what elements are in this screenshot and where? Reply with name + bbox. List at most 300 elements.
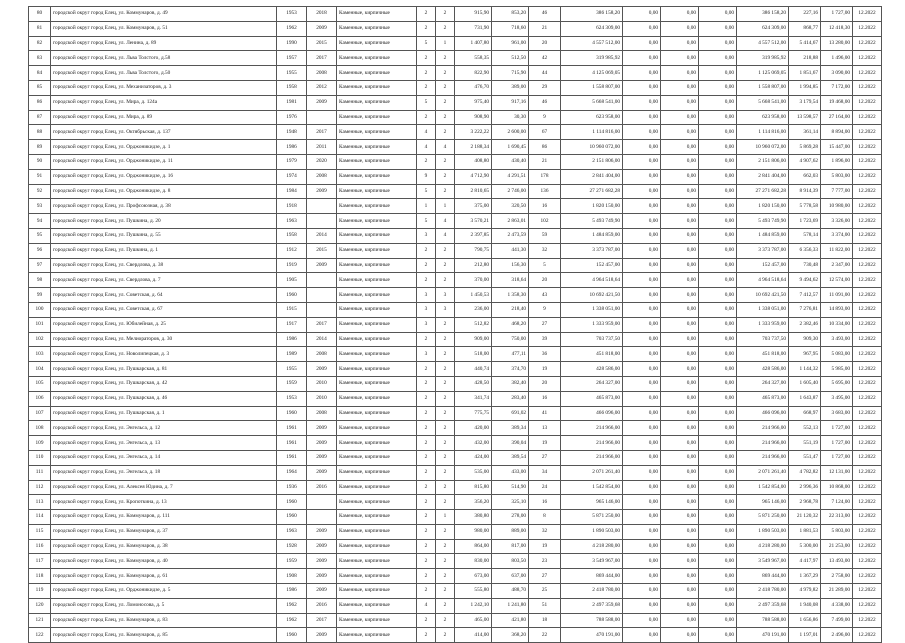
year-built-cell: 1962 [277, 613, 307, 628]
table-row [29, 199, 882, 214]
limit-per-sqm-cell: 11 822,00 [821, 243, 853, 258]
row-number-cell: 84 [29, 66, 51, 81]
floors-cell: 2 [417, 510, 436, 525]
residents-cell: 39 [529, 332, 561, 347]
floors-cell: 2 [417, 421, 436, 436]
region-cost-cell: 0,00 [661, 406, 699, 421]
table-row [29, 125, 882, 140]
floors-cell: 1 [417, 199, 436, 214]
local-cost-cell: 0,00 [699, 406, 737, 421]
fund-cost-cell: 0,00 [623, 169, 661, 184]
local-cost-cell: 0,00 [699, 184, 737, 199]
address-cell: городской округ город Елец, ул. Мира, д. 89 [51, 110, 277, 125]
year-renovated-cell: 2017 [307, 51, 337, 66]
fund-cost-cell: 0,00 [623, 391, 661, 406]
total-cost-cell: 2 418 780,00 [561, 584, 623, 599]
cost-per-sqm-cell: 21 120,32 [789, 510, 821, 525]
total-area-cell: 414,00 [455, 628, 492, 643]
limit-per-sqm-cell: 13 280,00 [821, 36, 853, 51]
year-renovated-cell: 2010 [307, 376, 337, 391]
local-cost-cell: 0,00 [699, 436, 737, 451]
year-built-cell: 1908 [277, 569, 307, 584]
deadline-cell: 12.2022 [853, 80, 882, 95]
entrances-cell: 4 [436, 228, 455, 243]
year-renovated-cell: 2009 [307, 421, 337, 436]
limit-per-sqm-cell: 10 868,00 [821, 480, 853, 495]
year-built-cell: 1957 [277, 51, 307, 66]
row-number-cell: 116 [29, 539, 51, 554]
year-renovated-cell: 2009 [307, 21, 337, 36]
owners-cost-cell: 5 493 749,90 [737, 214, 789, 229]
deadline-cell: 12.2022 [853, 288, 882, 303]
entrances-cell: 2 [436, 154, 455, 169]
total-area-cell: 535,00 [455, 465, 492, 480]
local-cost-cell: 0,00 [699, 554, 737, 569]
cost-per-sqm-cell: 7 412,57 [789, 288, 821, 303]
row-number-cell: 122 [29, 628, 51, 643]
living-area-cell: 278,00 [492, 510, 529, 525]
address-cell: городской округ город Елец, ул. Коммунаров, д. 83 [51, 613, 277, 628]
cost-per-sqm-cell: 2 382,46 [789, 317, 821, 332]
total-area-cell: 408,80 [455, 154, 492, 169]
table-row [29, 51, 882, 66]
year-built-cell: 1958 [277, 80, 307, 95]
deadline-cell: 12.2022 [853, 95, 882, 110]
floors-cell: 4 [417, 140, 436, 155]
region-cost-cell: 0,00 [661, 569, 699, 584]
year-built-cell: 1960 [277, 628, 307, 643]
region-cost-cell: 0,00 [661, 66, 699, 81]
wall-material-cell: Каменные, кирпичные [337, 510, 417, 525]
address-cell: городской округ город Елец, ул. Пушкарская, д. 1 [51, 406, 277, 421]
residents-cell: 5 [529, 258, 561, 273]
address-cell: городской округ город Елец, ул. Свердлова, д. 38 [51, 258, 277, 273]
total-cost-cell: 264 327,00 [561, 376, 623, 391]
row-number-cell: 108 [29, 421, 51, 436]
total-area-cell: 512,82 [455, 317, 492, 332]
year-built-cell: 1959 [277, 554, 307, 569]
total-area-cell: 775,75 [455, 406, 492, 421]
year-built-cell: 1964 [277, 465, 307, 480]
year-renovated-cell: 2014 [307, 332, 337, 347]
region-cost-cell: 0,00 [661, 362, 699, 377]
address-cell: городской округ город Елец, ул. Коммунаров, д. 49 [51, 7, 277, 22]
limit-per-sqm-cell: 3 374,00 [821, 228, 853, 243]
fund-cost-cell: 0,00 [623, 288, 661, 303]
row-number-cell: 87 [29, 110, 51, 125]
fund-cost-cell: 0,00 [623, 125, 661, 140]
row-number-cell: 121 [29, 613, 51, 628]
deadline-cell: 12.2022 [853, 199, 882, 214]
year-renovated-cell: 2008 [307, 406, 337, 421]
wall-material-cell: Каменные, кирпичные [337, 110, 417, 125]
table-row [29, 273, 882, 288]
total-area-cell: 420,00 [455, 421, 492, 436]
cost-per-sqm-cell: 8 914,39 [789, 184, 821, 199]
total-area-cell: 790,75 [455, 243, 492, 258]
local-cost-cell: 0,00 [699, 228, 737, 243]
wall-material-cell: Каменные, кирпичные [337, 465, 417, 480]
year-built-cell: 1963 [277, 214, 307, 229]
total-cost-cell: 451 818,00 [561, 347, 623, 362]
total-cost-cell: 624 309,00 [561, 21, 623, 36]
table-row [29, 598, 882, 613]
table-row [29, 391, 882, 406]
total-cost-cell: 2 151 806,00 [561, 154, 623, 169]
entrances-cell: 4 [436, 214, 455, 229]
total-area-cell: 2 397,85 [455, 228, 492, 243]
limit-per-sqm-cell: 27 164,00 [821, 110, 853, 125]
row-number-cell: 119 [29, 584, 51, 599]
living-area-cell: 218,40 [492, 302, 529, 317]
entrances-cell: 2 [436, 450, 455, 465]
table-row [29, 317, 882, 332]
row-number-cell: 98 [29, 273, 51, 288]
living-area-cell: 368,20 [492, 628, 529, 643]
row-number-cell: 101 [29, 317, 51, 332]
wall-material-cell: Каменные, кирпичные [337, 569, 417, 584]
year-built-cell: 1984 [277, 184, 307, 199]
wall-material-cell: Каменные, кирпичные [337, 66, 417, 81]
residents-cell: 59 [529, 228, 561, 243]
total-cost-cell: 965 146,00 [561, 495, 623, 510]
year-renovated-cell: 2009 [307, 584, 337, 599]
limit-per-sqm-cell: 3 090,00 [821, 66, 853, 81]
entrances-cell: 2 [436, 569, 455, 584]
total-area-cell: 731,90 [455, 21, 492, 36]
floors-cell: 2 [417, 80, 436, 95]
total-cost-cell: 1 333 959,00 [561, 317, 623, 332]
total-cost-cell: 152 457,00 [561, 258, 623, 273]
living-area-cell: 1 241,80 [492, 598, 529, 613]
local-cost-cell: 0,00 [699, 243, 737, 258]
deadline-cell: 12.2022 [853, 347, 882, 362]
owners-cost-cell: 2 151 806,00 [737, 154, 789, 169]
fund-cost-cell: 0,00 [623, 613, 661, 628]
region-cost-cell: 0,00 [661, 228, 699, 243]
table-row [29, 95, 882, 110]
local-cost-cell: 0,00 [699, 362, 737, 377]
entrances-cell: 2 [436, 421, 455, 436]
total-cost-cell: 3 373 787,00 [561, 243, 623, 258]
total-area-cell: 558,35 [455, 51, 492, 66]
total-area-cell: 356,20 [455, 495, 492, 510]
year-built-cell: 1960 [277, 495, 307, 510]
fund-cost-cell: 0,00 [623, 228, 661, 243]
local-cost-cell: 0,00 [699, 628, 737, 643]
table-row [29, 406, 882, 421]
local-cost-cell: 0,00 [699, 598, 737, 613]
table-row [29, 258, 882, 273]
region-cost-cell: 0,00 [661, 140, 699, 155]
total-cost-cell: 214 966,00 [561, 436, 623, 451]
address-cell: городской округ город Елец, ул. Льва Толстого, д.58 [51, 51, 277, 66]
floors-cell: 2 [417, 480, 436, 495]
limit-per-sqm-cell: 1 896,00 [821, 154, 853, 169]
floors-cell: 2 [417, 584, 436, 599]
fund-cost-cell: 0,00 [623, 184, 661, 199]
residents-cell: 86 [529, 140, 561, 155]
deadline-cell: 12.2022 [853, 524, 882, 539]
year-renovated-cell: 2008 [307, 169, 337, 184]
year-renovated-cell: 2017 [307, 613, 337, 628]
address-cell: городской округ город Елец, ул. Профсоюзная, д. 38 [51, 199, 277, 214]
wall-material-cell: Каменные, кирпичные [337, 480, 417, 495]
wall-material-cell: Каменные, кирпичные [337, 51, 417, 66]
total-cost-cell: 10 960 072,00 [561, 140, 623, 155]
total-cost-cell: 27 271 682,28 [561, 184, 623, 199]
wall-material-cell: Каменные, кирпичные [337, 332, 417, 347]
wall-material-cell: Каменные, кирпичные [337, 347, 417, 362]
wall-material-cell: Каменные, кирпичные [337, 258, 417, 273]
living-area-cell: 691,02 [492, 406, 529, 421]
row-number-cell: 82 [29, 36, 51, 51]
owners-cost-cell: 451 818,00 [737, 347, 789, 362]
row-number-cell: 85 [29, 80, 51, 95]
local-cost-cell: 0,00 [699, 613, 737, 628]
year-built-cell: 1960 [277, 288, 307, 303]
region-cost-cell: 0,00 [661, 510, 699, 525]
cost-per-sqm-cell: 5 414,67 [789, 36, 821, 51]
residents-cell: 18 [529, 613, 561, 628]
year-renovated-cell [307, 302, 337, 317]
total-cost-cell: 703 737,50 [561, 332, 623, 347]
total-cost-cell: 470 191,00 [561, 628, 623, 643]
limit-per-sqm-cell: 8 894,00 [821, 125, 853, 140]
floors-cell: 2 [417, 539, 436, 554]
deadline-cell: 12.2022 [853, 302, 882, 317]
residents-cell: 29 [529, 80, 561, 95]
row-number-cell: 90 [29, 154, 51, 169]
region-cost-cell: 0,00 [661, 584, 699, 599]
year-renovated-cell: 2009 [307, 465, 337, 480]
cost-per-sqm-cell: 9 494,62 [789, 273, 821, 288]
fund-cost-cell: 0,00 [623, 569, 661, 584]
year-built-cell: 1915 [277, 302, 307, 317]
deadline-cell: 12.2022 [853, 436, 882, 451]
cost-per-sqm-cell: 578,14 [789, 228, 821, 243]
entrances-cell: 2 [436, 80, 455, 95]
table-row [29, 613, 882, 628]
residents-cell: 24 [529, 480, 561, 495]
cost-per-sqm-cell: 551,47 [789, 450, 821, 465]
total-cost-cell: 4 218 280,00 [561, 539, 623, 554]
floors-cell: 2 [417, 51, 436, 66]
floors-cell: 2 [417, 21, 436, 36]
year-built-cell: 1936 [277, 480, 307, 495]
table-row [29, 332, 882, 347]
residents-cell: 23 [529, 554, 561, 569]
address-cell: городской округ город Елец, ул. Энгельса, д. 14 [51, 450, 277, 465]
total-cost-cell: 623 958,00 [561, 110, 623, 125]
total-cost-cell: 1 890 503,00 [561, 524, 623, 539]
row-number-cell: 99 [29, 288, 51, 303]
owners-cost-cell: 1 820 150,00 [737, 199, 789, 214]
row-number-cell: 81 [29, 21, 51, 36]
row-number-cell: 89 [29, 140, 51, 155]
total-area-cell: 1 242,10 [455, 598, 492, 613]
residents-cell: 20 [529, 376, 561, 391]
deadline-cell: 12.2022 [853, 273, 882, 288]
row-number-cell: 97 [29, 258, 51, 273]
total-cost-cell: 2 071 261,40 [561, 465, 623, 480]
deadline-cell: 12.2022 [853, 214, 882, 229]
limit-per-sqm-cell: 1 727,00 [821, 450, 853, 465]
address-cell: городской округ город Елец, ул. Юбилейная, д. 25 [51, 317, 277, 332]
row-number-cell: 96 [29, 243, 51, 258]
cost-per-sqm-cell: 551,19 [789, 436, 821, 451]
floors-cell: 3 [417, 317, 436, 332]
local-cost-cell: 0,00 [699, 154, 737, 169]
region-cost-cell: 0,00 [661, 598, 699, 613]
residents-cell: 32 [529, 243, 561, 258]
region-cost-cell: 0,00 [661, 214, 699, 229]
local-cost-cell: 0,00 [699, 66, 737, 81]
floors-cell: 2 [417, 465, 436, 480]
year-built-cell: 1990 [277, 36, 307, 51]
year-built-cell: 1974 [277, 169, 307, 184]
living-area-cell: 325,10 [492, 495, 529, 510]
entrances-cell: 2 [436, 495, 455, 510]
entrances-cell: 2 [436, 376, 455, 391]
living-area-cell: 2 600,00 [492, 125, 529, 140]
total-area-cell: 370,00 [455, 273, 492, 288]
fund-cost-cell: 0,00 [623, 21, 661, 36]
address-cell: городской округ город Елец, ул. Пушкарская, д. 46 [51, 391, 277, 406]
year-renovated-cell: 2017 [307, 317, 337, 332]
cost-per-sqm-cell: 1 605,40 [789, 376, 821, 391]
floors-cell: 2 [417, 406, 436, 421]
residents-cell: 21 [529, 154, 561, 169]
entrances-cell: 2 [436, 465, 455, 480]
living-area-cell: 2 473,59 [492, 228, 529, 243]
owners-cost-cell: 3 373 787,00 [737, 243, 789, 258]
living-area-cell: 477,11 [492, 347, 529, 362]
wall-material-cell: Каменные, кирпичные [337, 125, 417, 140]
local-cost-cell: 0,00 [699, 317, 737, 332]
deadline-cell: 12.2022 [853, 7, 882, 22]
cost-per-sqm-cell: 5 869,28 [789, 140, 821, 155]
wall-material-cell: Каменные, кирпичные [337, 436, 417, 451]
year-renovated-cell: 2015 [307, 36, 337, 51]
owners-cost-cell: 965 146,00 [737, 495, 789, 510]
region-cost-cell: 0,00 [661, 628, 699, 643]
address-cell: городской округ город Елец, ул. Новолипецкая, д. 3 [51, 347, 277, 362]
region-cost-cell: 0,00 [661, 243, 699, 258]
living-area-cell: 374,70 [492, 362, 529, 377]
residents-cell: 36 [529, 347, 561, 362]
living-area-cell: 2 746,00 [492, 184, 529, 199]
fund-cost-cell: 0,00 [623, 628, 661, 643]
owners-cost-cell: 386 158,20 [737, 7, 789, 22]
total-area-cell: 864,00 [455, 539, 492, 554]
deadline-cell: 12.2022 [853, 125, 882, 140]
total-cost-cell: 1 542 854,00 [561, 480, 623, 495]
region-cost-cell: 0,00 [661, 554, 699, 569]
region-cost-cell: 0,00 [661, 80, 699, 95]
owners-cost-cell: 1 125 069,05 [737, 66, 789, 81]
wall-material-cell: Каменные, кирпичные [337, 169, 417, 184]
wall-material-cell: Каменные, кирпичные [337, 421, 417, 436]
floors-cell: 4 [417, 598, 436, 613]
wall-material-cell: Каменные, кирпичные [337, 273, 417, 288]
year-built-cell: 1960 [277, 406, 307, 421]
row-number-cell: 100 [29, 302, 51, 317]
address-cell: городской округ город Елец, ул. Энгельса, д. 12 [51, 421, 277, 436]
limit-per-sqm-cell: 5 083,00 [821, 347, 853, 362]
region-cost-cell: 0,00 [661, 347, 699, 362]
year-built-cell: 1960 [277, 510, 307, 525]
region-cost-cell: 0,00 [661, 21, 699, 36]
region-cost-cell: 0,00 [661, 539, 699, 554]
deadline-cell: 12.2022 [853, 66, 882, 81]
local-cost-cell: 0,00 [699, 539, 737, 554]
region-cost-cell: 0,00 [661, 421, 699, 436]
floors-cell: 2 [417, 569, 436, 584]
deadline-cell: 12.2022 [853, 554, 882, 569]
limit-per-sqm-cell: 5 803,00 [821, 169, 853, 184]
cost-per-sqm-cell: 5 300,00 [789, 539, 821, 554]
entrances-cell: 2 [436, 21, 455, 36]
deadline-cell: 12.2022 [853, 539, 882, 554]
deadline-cell: 12.2022 [853, 376, 882, 391]
table-row [29, 495, 882, 510]
address-cell: городской округ город Елец, ул. Пушкарская, д. 81 [51, 362, 277, 377]
cost-per-sqm-cell: 1 723,69 [789, 214, 821, 229]
wall-material-cell: Каменные, кирпичные [337, 184, 417, 199]
total-area-cell: 815,80 [455, 480, 492, 495]
region-cost-cell: 0,00 [661, 302, 699, 317]
fund-cost-cell: 0,00 [623, 465, 661, 480]
residents-cell: 22 [529, 628, 561, 643]
living-area-cell: 514,90 [492, 480, 529, 495]
cost-per-sqm-cell: 1 994,85 [789, 80, 821, 95]
floors-cell: 3 [417, 347, 436, 362]
cost-per-sqm-cell: 1 367,29 [789, 569, 821, 584]
total-cost-cell: 214 966,00 [561, 450, 623, 465]
owners-cost-cell: 869 444,00 [737, 569, 789, 584]
deadline-cell: 12.2022 [853, 421, 882, 436]
table-row [29, 36, 882, 51]
row-number-cell: 112 [29, 480, 51, 495]
address-cell: городской округ город Елец, ул. Коммунаров, д. 61 [51, 569, 277, 584]
year-renovated-cell: 2012 [307, 80, 337, 95]
deadline-cell: 12.2022 [853, 450, 882, 465]
limit-per-sqm-cell: 7 499,00 [821, 613, 853, 628]
owners-cost-cell: 624 309,00 [737, 21, 789, 36]
fund-cost-cell: 0,00 [623, 66, 661, 81]
total-area-cell: 909,00 [455, 332, 492, 347]
local-cost-cell: 0,00 [699, 450, 737, 465]
wall-material-cell: Каменные, кирпичные [337, 7, 417, 22]
cost-per-sqm-cell: 668,97 [789, 406, 821, 421]
fund-cost-cell: 0,00 [623, 347, 661, 362]
total-cost-cell: 465 873,00 [561, 391, 623, 406]
floors-cell: 5 [417, 36, 436, 51]
year-renovated-cell: 2009 [307, 95, 337, 110]
floors-cell: 9 [417, 169, 436, 184]
deadline-cell: 12.2022 [853, 184, 882, 199]
total-area-cell: 3 570,21 [455, 214, 492, 229]
total-cost-cell: 2 497 359,68 [561, 598, 623, 613]
fund-cost-cell: 0,00 [623, 598, 661, 613]
residents-cell: 27 [529, 450, 561, 465]
living-area-cell: 1 690,45 [492, 140, 529, 155]
living-area-cell: 853,20 [492, 7, 529, 22]
year-built-cell: 1961 [277, 421, 307, 436]
owners-cost-cell: 466 096,00 [737, 406, 789, 421]
year-built-cell: 1986 [277, 140, 307, 155]
